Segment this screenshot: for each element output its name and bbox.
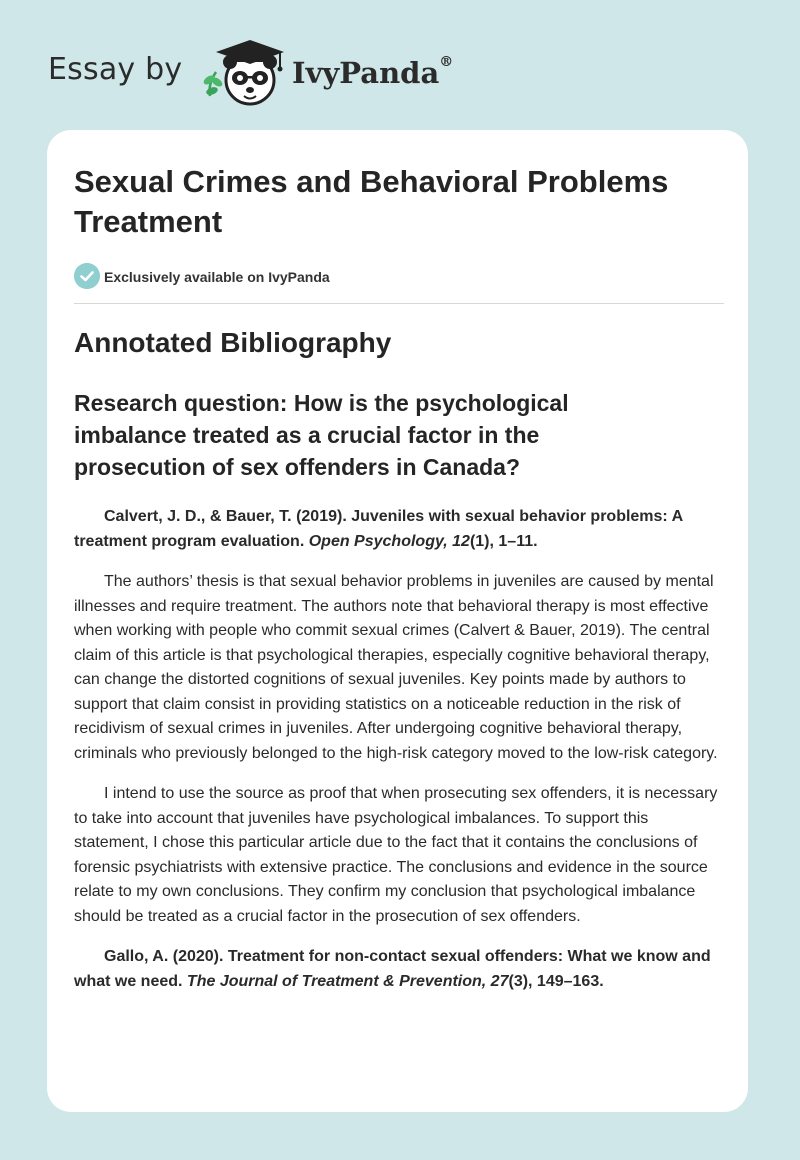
citation-lead: Gallo, A. (2020). Treatment for non-contact sexual offenders: What we know and what we need. [74, 948, 711, 990]
checkmark-icon [74, 263, 100, 289]
section-heading: Annotated Bibliography [74, 327, 392, 358]
divider [74, 303, 724, 304]
citation-tail: (3), 149–163. [508, 972, 604, 990]
panda-graduate-logo-icon[interactable] [200, 38, 290, 108]
registered-mark: ® [439, 54, 454, 70]
citation-journal: The Journal of Treatment & Prevention, 27 [186, 972, 509, 990]
paragraph: The authors’ thesis is that sexual behavior problems in juveniles are caused by mental illnesses and require treatment. The authors note that behavioral therapy is most effective when working with people who commit sexual crimes (Calvert & Bauer, 2019). The central claim of this article is that psychological therapies, especially cognitive behavioral therapy, can change the distorted cognitions of sexual juveniles. Key points made by authors to support that claim consist in providing statistics on a noticeable reduction in the risk of recidivism of sexual crimes in juveniles. After undergoing cognitive behavioral therapy, criminals who previously belonged to the high-risk category moved to the low-risk category. [74, 573, 718, 762]
article-title: Sexual Crimes and Behavioral Problems Treatment [74, 164, 669, 239]
exclusive-label: Exclusively available on IvyPanda [104, 269, 330, 285]
paragraph: I intend to use the source as proof that when prosecuting sex offenders, it is necessary to take into account that juveniles have psychological imbalances. To support this statement, I chose this particular article due to the fact that it contains the conclusions of forensic psychiatrists with extensive practice. The conclusions and evidence in the source relate to my own conclusions. They confirm my conclusion that psychological imbalance should be treated as a crucial factor in the prosecution of sex offenders. [74, 785, 718, 925]
research-question: Research question: How is the psychological imbalance treated as a crucial factor in the prosecution of sex offenders in Canada? [74, 390, 569, 480]
citation-tail: (1), 1–11. [469, 532, 538, 550]
citation-calvert [74, 505, 726, 554]
article-body [74, 505, 726, 1010]
article-card [47, 130, 748, 1112]
exclusive-badge [74, 263, 724, 289]
citation-lead: Calvert, J. D., & Bauer, T. (2019). Juveniles with sexual behavior problems: A treatment program evaluation. [74, 508, 683, 550]
citation-gallo [74, 945, 726, 994]
site-header [0, 0, 800, 130]
brand-name[interactable]: IvyPanda® [292, 54, 454, 90]
citation-journal: Open Psychology, 12 [308, 532, 470, 550]
brand-prefix: Essay by [48, 52, 183, 87]
